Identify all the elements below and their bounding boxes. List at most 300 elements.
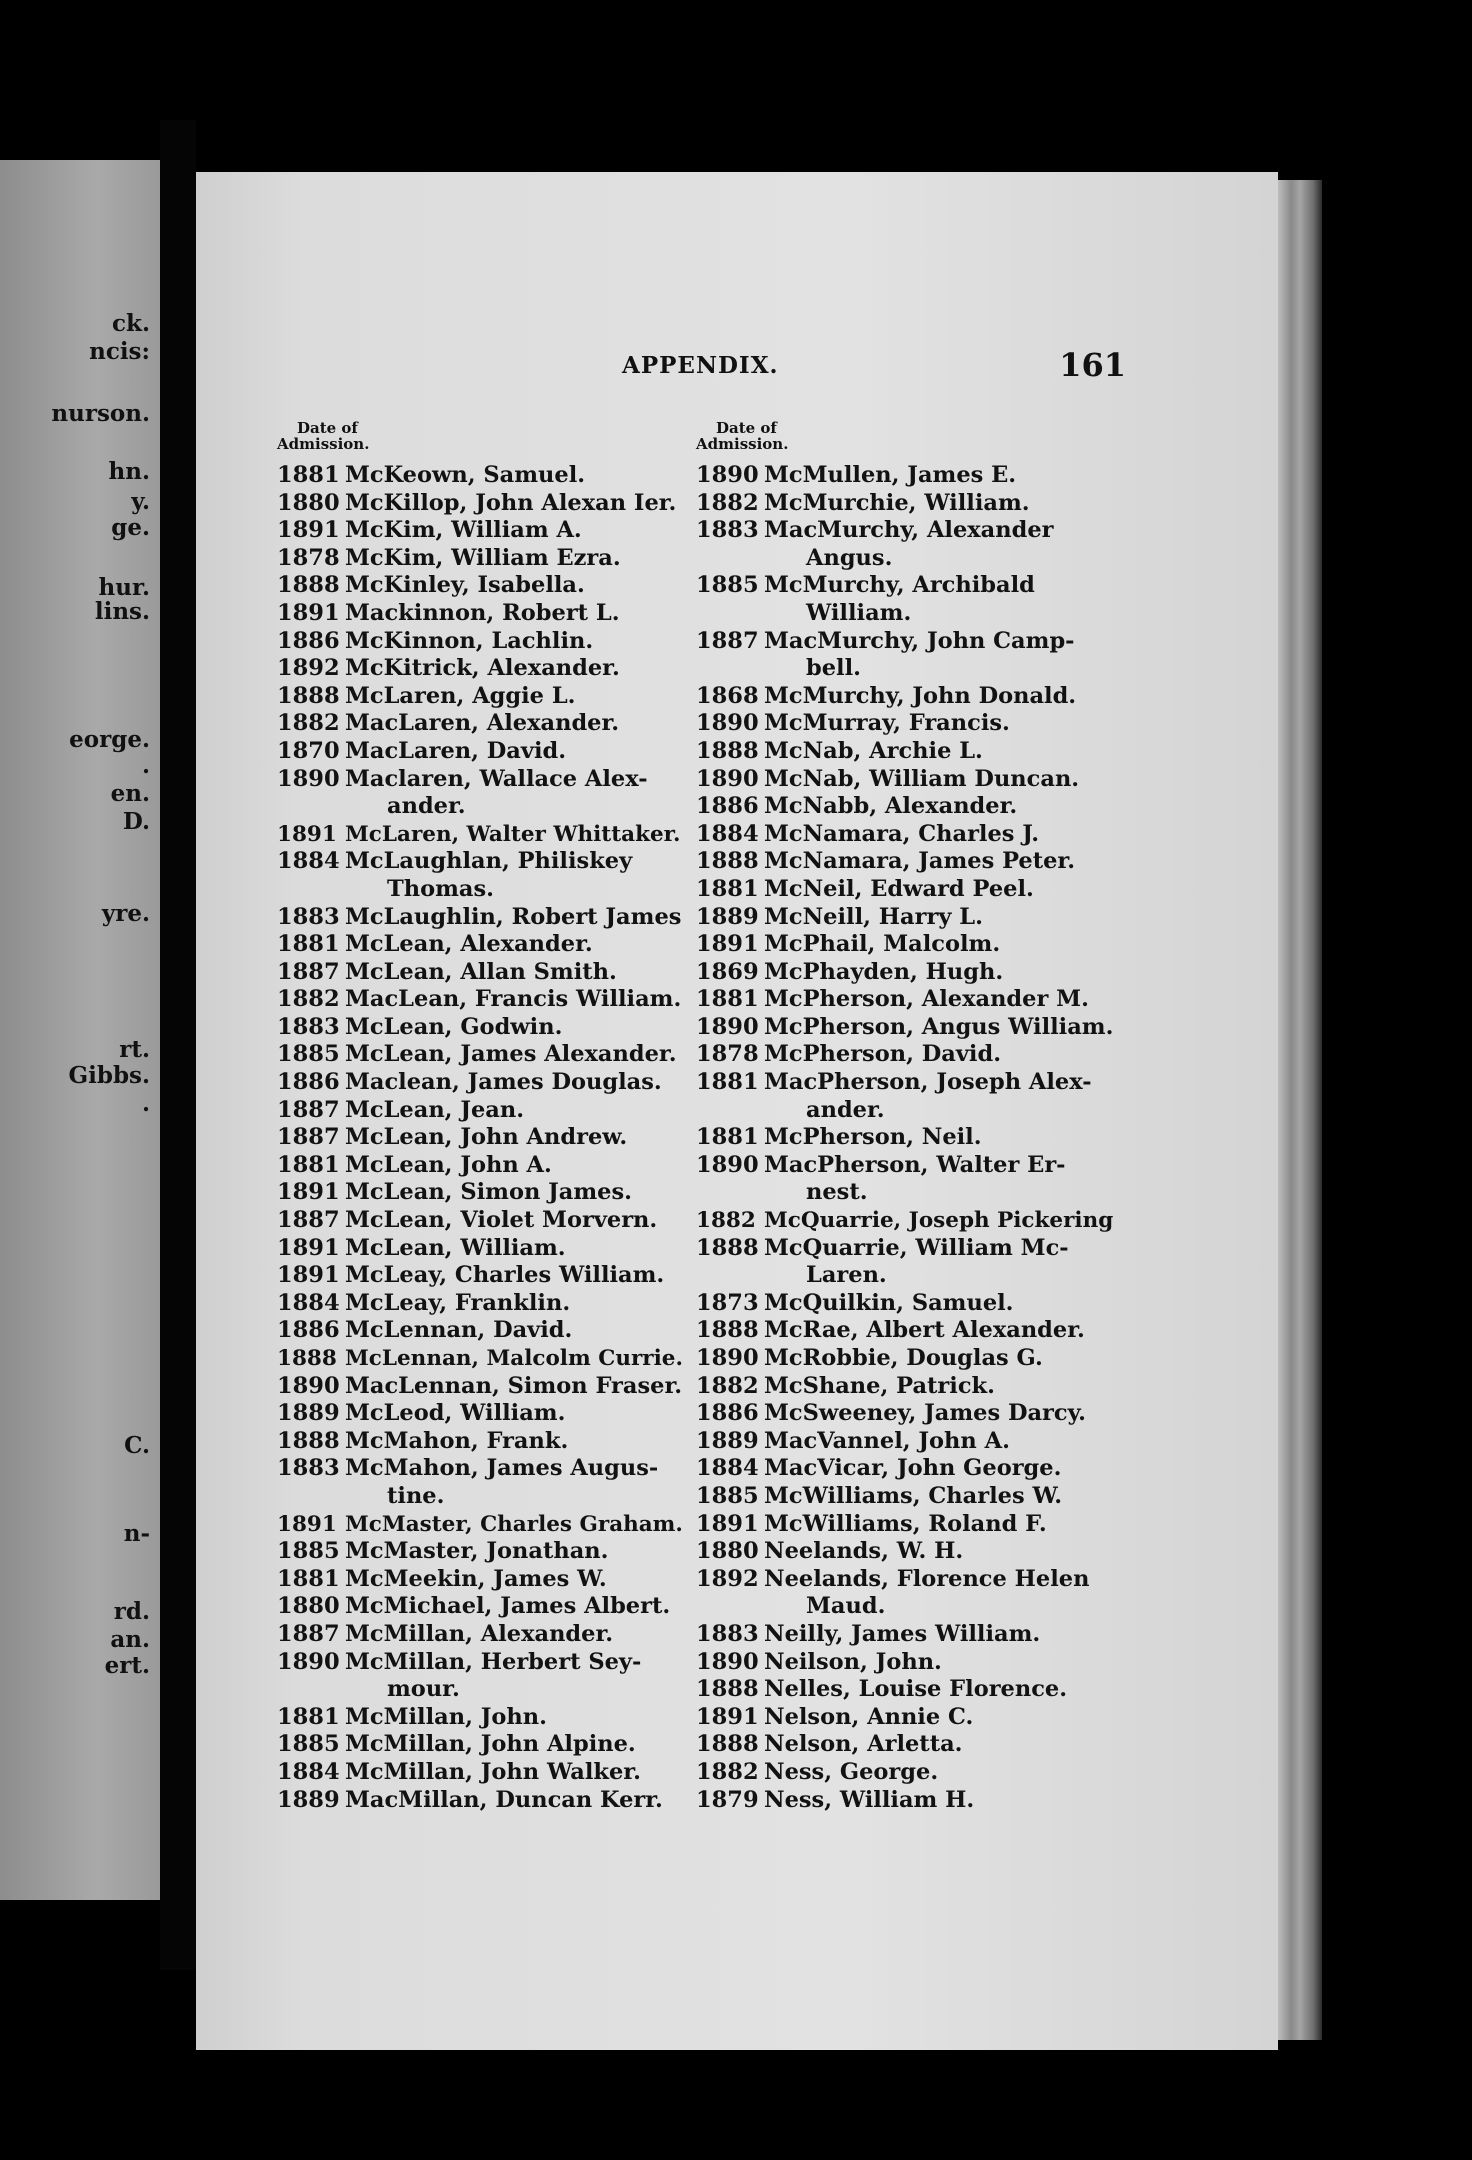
member-name: McPherson, Alexander M. [764, 986, 1089, 1013]
list-item [696, 572, 1116, 600]
admission-year: 1885 [696, 1482, 759, 1509]
member-name: MacVannel, John A. [764, 1427, 1010, 1454]
admission-year: 1882 [696, 1372, 759, 1399]
admission-year: 1888 [277, 572, 340, 599]
admission-year: 1885 [696, 572, 759, 599]
admission-year: 1883 [277, 1013, 340, 1040]
member-name: Ness, William H. [764, 1786, 975, 1813]
member-name: MacPherson, Joseph Alex- [764, 1069, 1092, 1096]
member-name: Neilson, John. [764, 1648, 942, 1675]
list-item [277, 986, 687, 1014]
admission-year: 1888 [696, 1317, 759, 1344]
member-name: MacVicar, John George. [764, 1455, 1062, 1482]
list-item [277, 1566, 687, 1594]
member-name: McKim, William Ezra. [345, 544, 621, 571]
admission-year: 1888 [696, 848, 759, 875]
facing-page-fragment-text: ge. [111, 514, 150, 541]
list-item [277, 1593, 687, 1621]
list-item [696, 600, 1116, 628]
member-name: Angus. [806, 544, 893, 571]
member-name: McMichael, James Albert. [345, 1593, 671, 1620]
member-name: McLean, Violet Morvern. [345, 1207, 658, 1234]
list-item [696, 490, 1116, 518]
admission-year: 1889 [696, 903, 759, 930]
right-column [696, 420, 1116, 1814]
admission-year: 1870 [277, 737, 340, 764]
list-item [277, 1069, 687, 1097]
list-item [277, 848, 687, 876]
admission-year: 1884 [696, 1455, 759, 1482]
list-item [277, 600, 687, 628]
list-item [696, 1317, 1116, 1345]
member-name: McKinley, Isabella. [345, 572, 585, 599]
facing-page-fragment-text: D. [122, 808, 150, 835]
member-name: McPherson, David. [764, 1041, 1002, 1068]
list-item [277, 1759, 687, 1787]
member-name: Maclaren, Wallace Alex- [345, 765, 648, 792]
list-item [696, 1014, 1116, 1042]
member-name: McNeill, Harry L. [764, 903, 983, 930]
member-name: McMurchy, John Donald. [764, 682, 1077, 709]
list-item [696, 904, 1116, 932]
list-item [696, 1290, 1116, 1318]
member-name: MacLaren, David. [345, 737, 567, 764]
member-name: McRobbie, Douglas G. [764, 1345, 1043, 1371]
admission-year: 1884 [277, 1289, 340, 1316]
member-name: McPhail, Malcolm. [764, 931, 1001, 958]
list-item [277, 1455, 687, 1483]
admission-year: 1890 [696, 710, 759, 737]
member-name: McLaughlin, Robert James [345, 903, 682, 930]
facing-page-fragment-text: Gibbs. [68, 1062, 150, 1089]
member-name: McLean, James Alexander. [345, 1041, 677, 1068]
list-item [696, 876, 1116, 904]
facing-page-fragment-text: ck. [112, 310, 150, 337]
member-name: Thomas. [387, 875, 494, 902]
facing-page-fragment-text: y. [131, 488, 150, 515]
facing-page-text [0, 160, 160, 1900]
member-name: ander. [387, 793, 466, 820]
list-item [277, 959, 687, 987]
member-name: mour. [387, 1676, 460, 1703]
admission-year: 1892 [277, 655, 340, 682]
member-name: MacLean, Francis William. [345, 986, 682, 1013]
admission-year: 1890 [696, 765, 759, 792]
admission-year: 1890 [277, 765, 340, 792]
member-name: Nelson, Annie C. [764, 1703, 974, 1730]
member-name: McMillan, Herbert Sey- [345, 1648, 642, 1675]
admission-year: 1884 [277, 848, 340, 875]
admission-year: 1891 [277, 1179, 340, 1206]
admission-year: 1881 [696, 1069, 759, 1096]
member-name: McMillan, John Walker. [345, 1758, 641, 1785]
member-name: McMillan, Alexander. [345, 1620, 614, 1647]
list-item [696, 1593, 1116, 1621]
list-item [696, 628, 1116, 656]
member-name: McMillan, John. [345, 1703, 547, 1730]
member-name: McLeay, Franklin. [345, 1289, 571, 1316]
list-item [277, 793, 687, 821]
facing-page-fragment-text: rt. [119, 1036, 150, 1063]
member-name: Maud. [806, 1593, 886, 1620]
member-name: McMaster, Jonathan. [345, 1538, 609, 1565]
list-item [696, 1538, 1116, 1566]
list-item [696, 959, 1116, 987]
list-item [696, 545, 1116, 573]
left-column [277, 420, 687, 1814]
list-item [277, 1207, 687, 1235]
member-name: McLennan, Malcolm Currie. [345, 1346, 683, 1371]
member-name: Ness, George. [764, 1758, 939, 1785]
admission-year: 1881 [696, 875, 759, 902]
facing-page-fragment-text: eorge. [69, 726, 150, 753]
admission-year: 1891 [277, 517, 340, 544]
list-item [277, 683, 687, 711]
member-name: McMahon, Frank. [345, 1427, 569, 1454]
admission-year: 1882 [696, 1758, 759, 1785]
list-item [696, 1124, 1116, 1152]
admission-year: 1886 [277, 1317, 340, 1344]
member-name: McNab, William Duncan. [764, 765, 1080, 792]
facing-page-fragment-text: lins. [94, 598, 150, 625]
list-item [696, 821, 1116, 849]
list-item [277, 490, 687, 518]
member-name: McPherson, Neil. [764, 1124, 982, 1151]
list-item [277, 1704, 687, 1732]
member-name: McQuarrie, Joseph Pickering [764, 1208, 1114, 1234]
list-item [696, 1483, 1116, 1511]
admission-year: 1891 [277, 1511, 337, 1537]
list-item [696, 1262, 1116, 1290]
list-item [696, 1373, 1116, 1401]
admission-year: 1888 [277, 682, 340, 709]
member-name: McLaren, Walter Whittaker. [345, 821, 681, 847]
admission-year: 1882 [277, 710, 340, 737]
member-name: Laren. [806, 1262, 887, 1289]
member-name: Maclean, James Douglas. [345, 1069, 662, 1096]
facing-page-fragment-text: n- [123, 1520, 150, 1547]
admission-year: 1885 [277, 1041, 340, 1068]
admission-year: 1889 [277, 1400, 340, 1427]
list-item [696, 1041, 1116, 1069]
member-name: MacMurchy, John Camp- [764, 627, 1075, 654]
list-item [696, 1345, 1116, 1373]
admission-year: 1881 [277, 1703, 340, 1730]
member-name: McMaster, Charles Graham. [345, 1511, 683, 1537]
column-heading-line: Admission. [696, 435, 789, 453]
list-item [277, 1124, 687, 1152]
member-name: McRae, Albert Alexander. [764, 1317, 1085, 1344]
member-name: MacMurchy, Alexander [764, 517, 1054, 544]
list-item [277, 1179, 687, 1207]
list-item [277, 517, 687, 545]
member-name: McLennan, David. [345, 1317, 573, 1344]
list-item [696, 1207, 1116, 1235]
admission-year: 1885 [277, 1538, 340, 1565]
list-item [696, 710, 1116, 738]
column-heading [696, 420, 1116, 462]
facing-page-fragment-text: C. [124, 1432, 150, 1459]
facing-page-fragment-text: ncis: [89, 338, 150, 365]
list-item [277, 710, 687, 738]
admission-year: 1891 [277, 821, 337, 847]
admission-year: 1880 [277, 489, 340, 516]
member-name: McNeil, Edward Peel. [764, 875, 1034, 902]
list-item [277, 904, 687, 932]
admission-year: 1888 [696, 1234, 759, 1261]
member-name: MacPherson, Walter Er- [764, 1151, 1066, 1178]
list-item [696, 931, 1116, 959]
list-item [696, 1621, 1116, 1649]
list-item [277, 1235, 687, 1263]
member-name: McWilliams, Charles W. [764, 1482, 1063, 1509]
member-name: McMahon, James Augus- [345, 1455, 659, 1482]
list-item [277, 1345, 687, 1373]
admission-year: 1868 [696, 682, 759, 709]
admission-year: 1883 [696, 517, 759, 544]
member-name: McMurchie, William. [764, 489, 1030, 516]
member-name: McMullen, James E. [764, 462, 1017, 488]
entry-list [696, 462, 1116, 1814]
facing-page-fragment-text: yre. [101, 900, 150, 927]
list-item [696, 1235, 1116, 1263]
list-item [696, 1455, 1116, 1483]
admission-year: 1890 [277, 1372, 340, 1399]
admission-year: 1888 [696, 1676, 759, 1703]
list-item [277, 1373, 687, 1401]
member-name: Nelson, Arletta. [764, 1731, 963, 1758]
member-name: McShane, Patrick. [764, 1372, 995, 1399]
admission-year: 1891 [696, 1510, 759, 1537]
facing-page-fragment-text: nurson. [51, 400, 150, 427]
admission-year: 1891 [696, 931, 759, 958]
admission-year: 1882 [696, 1208, 756, 1234]
member-name: McKillop, John Alexan Ier. [345, 489, 677, 516]
list-item [696, 1097, 1116, 1125]
admission-year: 1889 [277, 1786, 340, 1813]
member-name: McMillan, John Alpine. [345, 1731, 636, 1758]
admission-year: 1888 [696, 737, 759, 764]
admission-year: 1881 [277, 1151, 340, 1178]
admission-year: 1891 [277, 1262, 340, 1289]
list-item [277, 738, 687, 766]
member-name: McMurchy, Archibald [764, 572, 1035, 599]
admission-year: 1890 [696, 462, 759, 488]
member-name: McLean, Simon James. [345, 1179, 632, 1206]
member-name: McKitrick, Alexander. [345, 655, 620, 682]
admission-year: 1887 [277, 1620, 340, 1647]
list-item [696, 766, 1116, 794]
page-header [426, 346, 1126, 390]
facing-page-fragment-text: hn. [108, 458, 150, 485]
list-item [277, 628, 687, 656]
admission-year: 1873 [696, 1289, 759, 1316]
member-name: Nelles, Louise Florence. [764, 1676, 1068, 1703]
member-name: Neelands, Florence Helen [764, 1565, 1090, 1592]
member-name: McNab, Archie L. [764, 737, 983, 764]
member-name: McLeod, William. [345, 1400, 566, 1427]
facing-page-fragment-text: hur. [98, 574, 150, 601]
list-item [277, 1483, 687, 1511]
admission-year: 1887 [277, 1096, 340, 1123]
member-name: McKim, William A. [345, 517, 582, 544]
admission-year: 1883 [277, 903, 340, 930]
member-name: Neelands, W. H. [764, 1538, 964, 1565]
admission-year: 1889 [696, 1427, 759, 1454]
admission-year: 1890 [696, 1648, 759, 1675]
admission-year: 1881 [277, 1565, 340, 1592]
list-item [696, 986, 1116, 1014]
list-item [696, 1152, 1116, 1180]
admission-year: 1881 [696, 986, 759, 1013]
list-item [277, 655, 687, 683]
admission-year: 1891 [696, 1703, 759, 1730]
list-item [696, 655, 1116, 683]
facing-page-fragment-text: . [141, 752, 150, 779]
list-item [277, 1676, 687, 1704]
admission-year: 1881 [277, 931, 340, 958]
admission-year: 1878 [277, 544, 340, 571]
list-item [277, 1317, 687, 1345]
list-item [696, 1069, 1116, 1097]
admission-year: 1891 [277, 1234, 340, 1261]
admission-year: 1886 [277, 1069, 340, 1096]
member-name: Neilly, James William. [764, 1620, 1041, 1647]
member-name: McLaren, Aggie L. [345, 682, 576, 709]
admission-year: 1891 [277, 599, 340, 626]
member-name: McWilliams, Roland F. [764, 1510, 1047, 1537]
column-heading-line: Date of [716, 419, 777, 437]
list-item [696, 1400, 1116, 1428]
book-gutter [160, 120, 196, 1970]
list-item [696, 848, 1116, 876]
facing-page-fragment-text: rd. [113, 1598, 150, 1625]
list-item [696, 1704, 1116, 1732]
list-item [277, 1621, 687, 1649]
member-name: McMeekin, James W. [345, 1565, 607, 1592]
member-name: McPherson, Angus William. [764, 1013, 1114, 1040]
member-name: McLean, John A. [345, 1151, 552, 1178]
member-name: McKeown, Samuel. [345, 462, 586, 488]
list-item [696, 1787, 1116, 1815]
list-item [696, 1511, 1116, 1539]
member-name: McLean, Alexander. [345, 931, 593, 958]
member-name: McPhayden, Hugh. [764, 958, 1004, 985]
list-item [277, 876, 687, 904]
list-item [696, 683, 1116, 711]
admission-year: 1884 [277, 1758, 340, 1785]
admission-year: 1879 [696, 1786, 759, 1813]
admission-year: 1882 [696, 489, 759, 516]
member-name: MacMillan, Duncan Kerr. [345, 1786, 663, 1813]
list-item [277, 545, 687, 573]
list-item [277, 1400, 687, 1428]
member-name: bell. [806, 655, 861, 682]
member-name: McNamara, Charles J. [764, 820, 1040, 847]
list-item [277, 1041, 687, 1069]
facing-page-fragment-text: en. [110, 780, 150, 807]
member-name: MacLaren, Alexander. [345, 710, 620, 737]
list-item [696, 793, 1116, 821]
page-edge [1278, 180, 1322, 2040]
member-name: McLeay, Charles William. [345, 1262, 665, 1289]
member-name: McLean, John Andrew. [345, 1124, 628, 1151]
admission-year: 1886 [696, 793, 759, 820]
admission-year: 1890 [277, 1648, 340, 1675]
admission-year: 1878 [696, 1041, 759, 1068]
member-name: McLean, Godwin. [345, 1013, 563, 1040]
member-name: tine. [387, 1482, 445, 1509]
list-item [277, 462, 687, 490]
list-item [277, 1014, 687, 1042]
admission-year: 1892 [696, 1565, 759, 1592]
member-name: ander. [806, 1096, 885, 1123]
entry-list [277, 462, 687, 1814]
list-item [696, 1676, 1116, 1704]
list-item [696, 1179, 1116, 1207]
list-item [277, 1787, 687, 1815]
list-item [277, 1428, 687, 1456]
member-name: McQuarrie, William Mc- [764, 1234, 1069, 1261]
admission-year: 1882 [277, 986, 340, 1013]
member-name: McQuilkin, Samuel. [764, 1289, 1014, 1316]
list-item [277, 1538, 687, 1566]
member-name: McLean, William. [345, 1234, 566, 1261]
column-heading-line: Date of [297, 419, 358, 437]
list-item [277, 1262, 687, 1290]
list-item [696, 1428, 1116, 1456]
admission-year: 1869 [696, 958, 759, 985]
admission-year: 1884 [696, 820, 759, 847]
admission-year: 1888 [696, 1731, 759, 1758]
admission-year: 1890 [696, 1151, 759, 1178]
list-item [696, 517, 1116, 545]
list-item [696, 1566, 1116, 1594]
admission-year: 1880 [277, 1593, 340, 1620]
list-item [696, 462, 1116, 490]
admission-year: 1883 [696, 1620, 759, 1647]
member-name: William. [806, 599, 912, 626]
admission-year: 1881 [277, 462, 340, 488]
column-heading-line: Admission. [277, 435, 370, 453]
admission-year: 1885 [277, 1731, 340, 1758]
list-item [277, 1097, 687, 1125]
list-item [277, 1511, 687, 1539]
admission-year: 1890 [696, 1013, 759, 1040]
facing-page-fragment-text: ert. [104, 1652, 150, 1679]
facing-page-fragment-text: . [141, 1090, 150, 1117]
admission-year: 1881 [696, 1124, 759, 1151]
list-item [277, 1649, 687, 1677]
admission-year: 1880 [696, 1538, 759, 1565]
member-name: McLean, Jean. [345, 1096, 525, 1123]
member-name: McMurray, Francis. [764, 710, 1010, 737]
list-item [696, 1731, 1116, 1759]
admission-year: 1890 [696, 1345, 759, 1371]
list-item [277, 931, 687, 959]
admission-year: 1887 [277, 1207, 340, 1234]
admission-year: 1888 [277, 1346, 337, 1371]
list-item [696, 1649, 1116, 1677]
admission-year: 1887 [277, 958, 340, 985]
member-name: McLean, Allan Smith. [345, 958, 617, 985]
facing-page-fragment [0, 160, 160, 1900]
list-item [277, 1731, 687, 1759]
list-item [277, 1290, 687, 1318]
list-item [696, 738, 1116, 766]
running-head: APPENDIX. [622, 352, 779, 379]
member-name: McSweeney, James Darcy. [764, 1400, 1086, 1427]
